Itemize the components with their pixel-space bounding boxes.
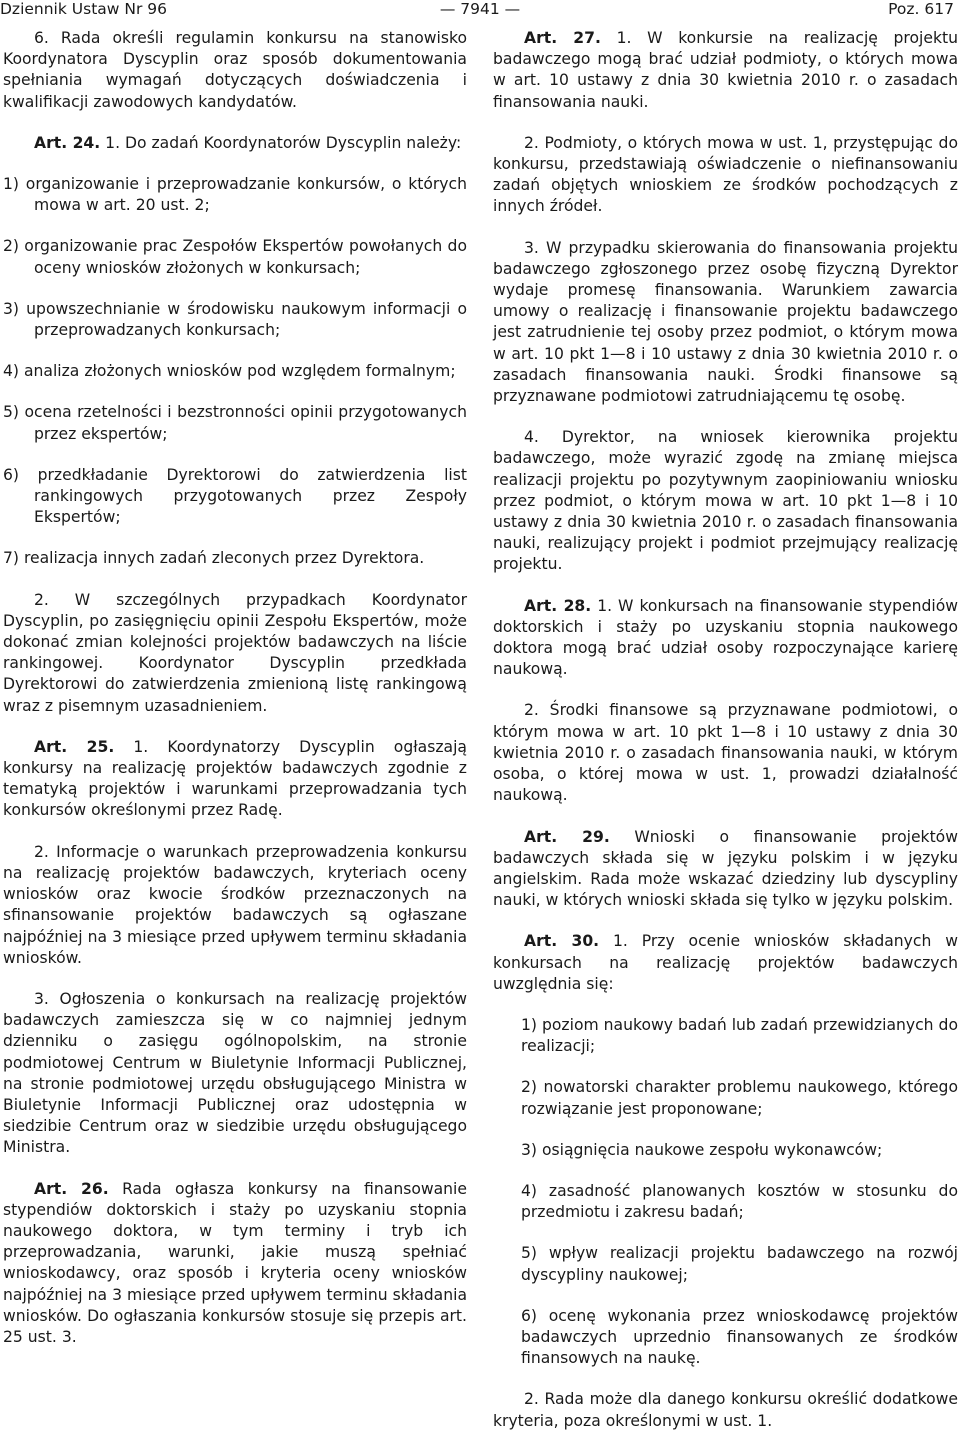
list-item <box>493 1181 958 1223</box>
paragraph-text: Wnioski o finansowanie projektów badawczych składa się w języku polskim i w języku angielskim. Rada może wskazać dziedziny lub dyscypliny nauki, w których wnioski składa się tylko w języku polskim. <box>493 827 958 910</box>
paragraph-text: 7) realizacja innych zadań zleconych przez Dyrektora. <box>3 549 425 568</box>
paragraph <box>493 238 958 408</box>
paragraph <box>3 28 467 113</box>
article-number: Art. 27. <box>524 29 601 47</box>
list-item <box>493 1306 958 1370</box>
paragraph <box>493 427 958 575</box>
paragraph <box>493 931 958 995</box>
page-header <box>0 0 960 18</box>
paragraph-text: 1. W konkursie na realizację projektu badawczego mogą brać udział podmioty, o których mowa w art. 10 ustawy z dnia 30 kwietnia 2010 r. o zasadach finansowania nauki. <box>493 29 958 111</box>
list-item <box>493 1077 958 1119</box>
paragraph-text: 2. Środki finansowe są przyznawane podmiotowi, o którym mowa w art. 10 pkt 1—8 i 10 ustawy z dnia 30 kwietnia 2010 r. o zasadach finansowania nauki, w którym osoba, o której mowa w ust. 1, prowadzi działalność naukową. <box>493 701 958 805</box>
paragraph-text: 4) analiza złożonych wniosków pod względem formalnym; <box>3 362 456 381</box>
paragraph-text: 3. Ogłoszenia o konkursach na realizację projektów badawczych zamieszcza się w co najmniej jednym dzienniku o zasięgu ogólnopolskim, na stronie podmiotowej Centrum w Biuletynie Informacji Publicznej, na stronie podmiotowej urzędu obsługującego Ministra w Biuletynie Informacji Publicznej oraz udostępnia w siedzibie Centrum oraz w siedzibie urzędu obsługującego Ministra. <box>3 989 467 1157</box>
article-number: Art. 29. <box>524 827 610 846</box>
right-column <box>493 28 958 1452</box>
paragraph-text: 4. Dyrektor, na wniosek kierownika projektu badawczego, może wyrazić zgodę na zmianę miejsca realizacji projektu po pozytywnym zaopiniowaniu wniosku przez podmiot, o którym mowa w art. 10 pkt 1—8 i 10 ustawy z dnia 30 kwietnia 2010 r. o zasadach finansowania nauki, realizujący projekt i podmiot przejmujący realizację projektu. <box>493 428 958 574</box>
paragraph-text: 6) ocenę wykonania przez wnioskodawcę projektów badawczych uprzednio finansowanych ze środków finansowych na naukę. <box>521 1306 958 1368</box>
list-item <box>3 548 467 569</box>
list-item <box>493 1015 958 1057</box>
paragraph <box>493 700 958 806</box>
paragraph-text: 6) przedkładanie Dyrektorowi do zatwierdzenia list rankingowych przygotowanych przez Zespoły Ekspertów; <box>3 465 467 527</box>
paragraph-text: 1. Koordynatorzy Dyscyplin ogłaszają konkursy na realizację projektów badawczych zgodnie z tematyką projektów i warunkami przeprowadzania tych konkursów określonymi przez Radę. <box>3 737 467 820</box>
list-item <box>3 361 467 382</box>
paragraph-text: Rada ogłasza konkursy na finansowanie stypendiów doktorskich i staży po uzyskaniu stopnia naukowego doktora, w tym terminy i tryb ich przeprowadzania, warunki, jakie muszą spełniać wnioskodawcy, oraz sposób i kryteria oceny wniosków najpóźniej na 3 miesiące przed upływem terminu składania wniosków. Do ogłaszania konkursów stosuje się przepis art. 25 ust. 3. <box>3 1179 467 1346</box>
paragraph <box>3 737 467 822</box>
paragraph-text: 2. Rada może dla danego konkursu określić dodatkowe kryteria, poza określonymi w ust. 1. <box>493 1390 958 1430</box>
paragraph <box>3 989 467 1159</box>
left-column <box>3 28 467 1368</box>
paragraph-text: 3. W przypadku skierowania do finansowania projektu badawczego zgłoszonego przez osobę fizyczną Dyrektor wydaje promesę finansowania. Warunkiem zawarcia umowy o realizację i finansowanie projektu badawczego jest zatrudnienie tej osoby przez podmiot, o którym mowa w art. 10 pkt 1—8 i 10 ustawy z dnia 30 kwietnia 2010 r. o zasadach finansowania nauki. Środki finansowe są przyznawane podmiotowi zatrudniającemu tę osobę. <box>493 238 958 406</box>
article-number: Art. 26. <box>34 1179 109 1198</box>
paragraph <box>493 133 958 218</box>
list-item <box>3 299 467 341</box>
paragraph-text: 2) organizowanie prac Zespołów Ekspertów powołanych do oceny wniosków złożonych w konkursach; <box>3 237 467 277</box>
paragraph <box>493 1389 958 1431</box>
list-item <box>3 174 467 216</box>
paragraph-text: 5) ocena rzetelności i bezstronności opinii przygotowanych przez ekspertów; <box>3 403 467 443</box>
journal-title: Dziennik Ustaw Nr 96 <box>0 0 167 18</box>
paragraph <box>3 133 467 154</box>
list-item <box>493 1140 958 1161</box>
paragraph-text: 1. Przy ocenie wniosków składanych w konkursach na realizację projektów badawczych uwzględnia się: <box>493 932 958 993</box>
paragraph <box>493 28 958 113</box>
article-number: Art. 24. <box>34 133 101 152</box>
paragraph-text: 1. Do zadań Koordynatorów Dyscyplin należy: <box>100 133 462 152</box>
article-number: Art. 25. <box>34 737 115 756</box>
paragraph-text: 2. Podmioty, o których mowa w ust. 1, przystępując do konkursu, przedstawiają oświadczenie o niefinansowaniu zadań objętych wnioskiem ze środków pochodzących z innych źródeł. <box>493 133 958 216</box>
paragraph-text: 3) upowszechnianie w środowisku naukowym informacji o przeprowadzanych konkursach; <box>3 299 467 340</box>
article-number: Art. 28. <box>524 596 592 615</box>
paragraph <box>493 827 958 912</box>
paragraph-text: 2. Informacje o warunkach przeprowadzenia konkursu na realizację projektów badawczych, kryteriach oceny wniosków oraz kwocie środków przeznaczonych na sfinansowanie projektów badawczych są ogłaszane najpóźniej na 3 miesiące przed upływem terminu składania wniosków. <box>3 842 467 967</box>
article-number: Art. 30. <box>524 932 600 951</box>
paragraph-text: 5) wpływ realizacji projektu badawczego na rozwój dyscypliny naukowej; <box>521 1244 958 1284</box>
paragraph <box>3 1179 467 1349</box>
paragraph <box>3 590 467 717</box>
paragraph-text: 1. W konkursach na finansowanie stypendiów doktorskich i staży po uzyskaniu stopnia naukowego doktora mogą brać udział osoby rozpoczynające karierę naukową. <box>493 596 958 679</box>
paragraph-text: 1) poziom naukowy badań lub zadań przewidzianych do realizacji; <box>521 1015 958 1056</box>
paragraph-text: 3) osiągnięcia naukowe zespołu wykonawców; <box>521 1140 883 1159</box>
position-number: Poz. 617 <box>888 0 954 18</box>
paragraph-text: 6. Rada określi regulamin konkursu na stanowisko Koordynatora Dyscyplin oraz sposób dokumentowania spełniania wymagań dotyczących doświadczenia i kwalifikacji zawodowych kandydatów. <box>3 29 467 111</box>
paragraph-text: 2) nowatorski charakter problemu naukowego, którego rozwiązanie jest proponowane; <box>521 1078 958 1118</box>
paragraph-text: 4) zasadność planowanych kosztów w stosunku do przedmiotu i zakresu badań; <box>521 1181 958 1222</box>
list-item <box>3 465 467 529</box>
list-item <box>3 236 467 278</box>
list-item <box>3 402 467 444</box>
paragraph-text: 2. W szczególnych przypadkach Koordynator Dyscyplin, po zasięgnięciu opinii Zespołu Ekspertów, może dokonać zmian kolejności projektów badawczych na liście rankingowej. Koordynator Dyscyplin przedkłada Dyrektorowi do zatwierdzenia zmienioną listę rankingową wraz z pisemnym uzasadnieniem. <box>3 590 467 715</box>
paragraph <box>493 596 958 681</box>
paragraph-text: 1) organizowanie i przeprowadzanie konkursów, o których mowa w art. 20 ust. 2; <box>3 175 467 215</box>
page-number: — 7941 — <box>439 0 521 18</box>
paragraph <box>3 842 467 969</box>
list-item <box>493 1243 958 1285</box>
